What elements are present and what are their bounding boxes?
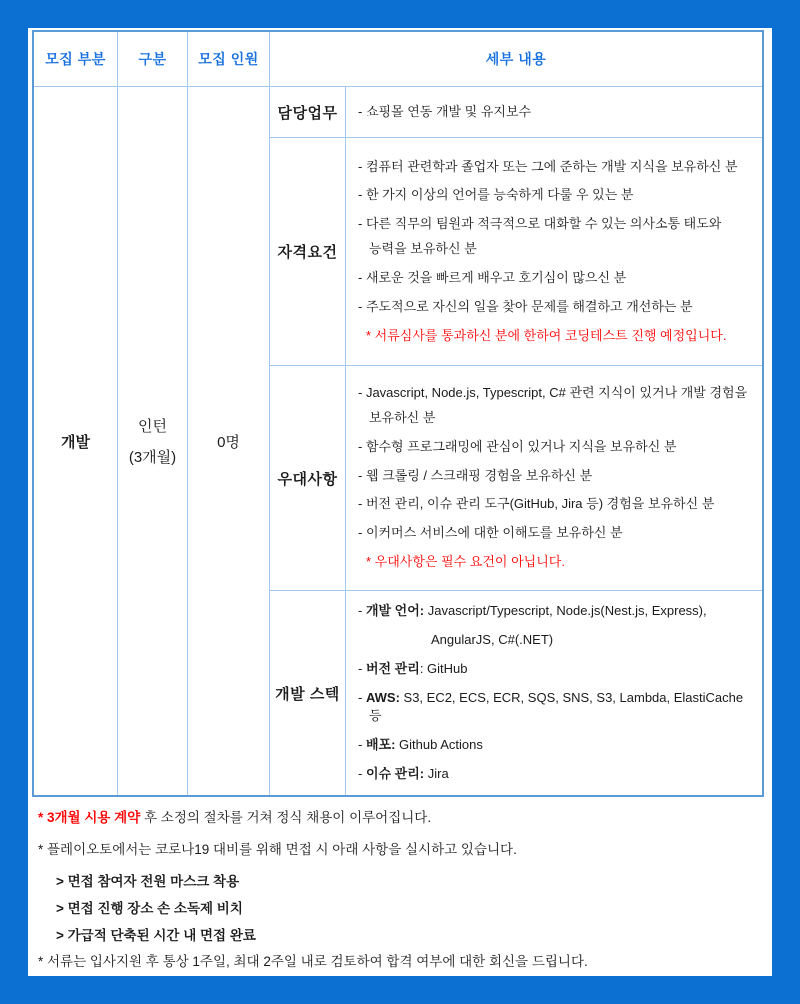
dev-stack-item-continuation: AngularJS, C#(.NET) [431,631,554,647]
cell-headcount: 0명 [188,87,269,795]
note-line-text: > 면접 진행 장소 손 소독제 비치 [56,900,243,916]
note-line-text: * 서류는 입사지원 후 통상 1주일, 최대 2주일 내로 검토하여 합격 여부에 대한 회신을 드립니다. [38,954,588,970]
dev-stack-item [358,736,754,755]
notice-sheet [28,28,772,976]
dev-stack-item [358,765,754,784]
qualification-item [358,158,754,177]
dev-stack-item-text: - [358,766,366,782]
section-content-dev-stack [346,591,762,795]
dev-stack-item [358,689,754,727]
note-line [38,953,766,972]
section-content-duties [346,87,762,137]
note-line [38,809,766,828]
dev-stack-item-text: AWS: [365,689,400,705]
preferred-item-continuation: 보유하신 분 [369,409,436,425]
preferred-item-text: - 함수형 프로그래밍에 관심이 있거나 지식을 보유하신 분 [358,438,677,454]
dev-stack-item-text: 배포: [365,737,396,753]
dev-stack-item-text: 버전 관리 [365,660,420,676]
note-line-text: > 면접 참여자 전원 마스크 착용 [56,873,240,889]
header-category: 구분 [118,32,187,86]
dev-stack-item-text: 개발 언어: [365,603,425,619]
dev-stack-item-text: - [358,737,366,753]
preferred-item-text: * 우대사항은 필수 요건이 아닙니다. [366,554,565,570]
preferred-item [358,524,754,543]
section-content-qualifications [346,138,762,365]
preferred-item [358,467,754,486]
preferred-item-text: - Javascript, Node.js, Typescript, C# 관련 지식이 있거나 개발 경험을 [358,385,748,401]
qualification-item [358,186,754,205]
note-line [38,841,766,860]
qualification-item [358,269,754,288]
qualification-item [366,327,754,346]
dev-stack-item-text: S3, EC2, ECS, ECR, SQS, SNS, S3, Lambda, ElastiCache 등 [369,689,744,724]
cell-category [118,87,187,795]
dev-stack-item-text: Javascript/Typescript, Node.js(Nest.js, Express), [424,603,707,619]
duty-item-text: - 쇼핑몰 연동 개발 및 유지보수 [358,103,532,119]
preferred-item [366,553,754,572]
category-line2: (3개월) [128,449,177,466]
preferred-item [358,384,754,428]
qualification-item [358,215,754,259]
cell-recruitment-part: 개발 [34,87,117,795]
dev-stack-item-text: : GitHub [419,660,468,676]
note-line [56,927,766,946]
recruitment-table [32,30,764,797]
qualification-item-text: - 다른 직무의 팀원과 적극적으로 대화할 수 있는 의사소통 태도와 [358,216,722,232]
note-line-text: * 플레이오토에서는 코로나19 대비를 위해 면접 시 아래 사항을 실시하고 있습니다. [38,841,517,857]
dev-stack-item-text: Jira [424,766,449,782]
note-line [56,873,766,892]
header-details: 세부 내용 [270,32,762,86]
dev-stack-item-text: Github Actions [395,737,483,753]
qualification-item-text: - 주도적으로 자신의 일을 찾아 문제를 해결하고 개선하는 분 [358,298,693,314]
dev-stack-item [358,602,754,650]
section-label-qualifications: 자격요건 [270,138,345,365]
note-line-text: 후 소정의 절차를 거쳐 정식 채용이 이루어집니다. [140,810,432,825]
dev-stack-item [358,660,754,679]
note-line [56,900,766,919]
qualification-item-text: * 서류심사를 통과하신 분에 한하여 코딩테스트 진행 예정입니다. [366,327,727,343]
note-line-text: > 가급적 단축된 시간 내 면접 완료 [56,927,256,943]
dev-stack-item-text: - [358,660,366,676]
footer-notes [38,809,766,985]
qualification-item-text: - 새로운 것을 빠르게 배우고 호기심이 많으신 분 [358,269,627,285]
preferred-item-text: - 웹 크롤링 / 스크래핑 경험을 보유하신 분 [358,467,593,483]
section-content-preferred [346,366,762,590]
qualification-item-text: - 한 가지 이상의 언어를 능숙하게 다룰 우 있는 분 [358,187,634,203]
header-recruitment-part: 모집 부분 [34,32,117,86]
qualification-item-text: - 컴퓨터 관련학과 졸업자 또는 그에 준하는 개발 지식을 보유하신 분 [358,158,738,174]
category-line1: 인턴 [138,418,167,435]
preferred-item [358,495,754,514]
dev-stack-item-text: - [358,603,366,619]
preferred-item-text: - 이커머스 서비스에 대한 이해도를 보유하신 분 [358,525,623,541]
qualification-item-continuation: 능력을 보유하신 분 [369,241,477,257]
dev-stack-item-text: - [358,689,366,705]
preferred-item [358,438,754,457]
section-label-preferred: 우대사항 [270,366,345,590]
section-label-duties: 담당업무 [270,87,345,137]
section-label-dev-stack: 개발 스텍 [270,591,345,795]
note-line-text: * 3개월 시용 계약 [38,810,141,825]
dev-stack-item-text: 이슈 관리: [365,766,425,782]
qualification-item [358,298,754,317]
header-headcount: 모집 인원 [188,32,269,86]
duty-item [358,103,754,122]
preferred-item-text: - 버전 관리, 이슈 관리 도구(GitHub, Jira 등) 경험을 보유하신 분 [358,496,715,512]
